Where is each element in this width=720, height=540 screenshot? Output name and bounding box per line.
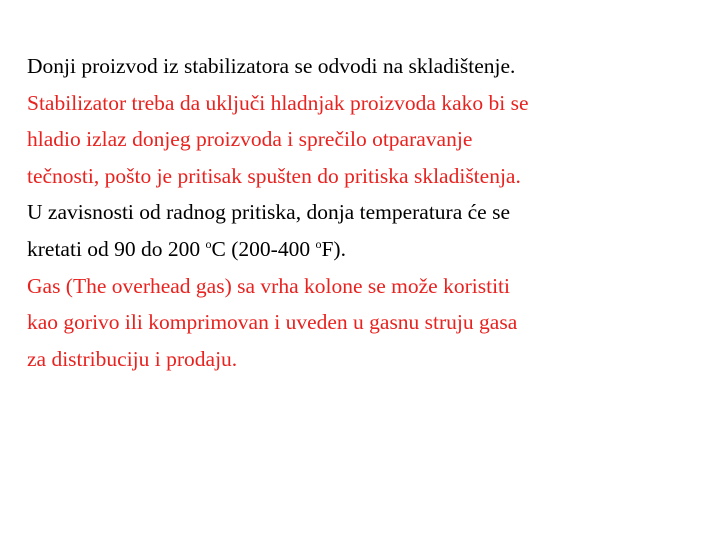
paragraph-product-storage: Donji proizvod iz stabilizatora se odvodi na skladištenje. [27,54,516,78]
paragraph-overhead-gas: Gas (The overhead gas) sa vrha kolone se može koristiti kao gorivo ili komprimovan i uveden u gasnu struju gasa za distribuciju i prodaju. [27,273,518,371]
temperature-text-3: F). [321,236,346,261]
degree-mark-celsius: o [205,236,212,251]
text-body [27,48,697,377]
paragraph-temperature-range [27,194,697,267]
degree-mark-fahrenheit: o [315,236,322,251]
temperature-text-2: C (200-400 [211,236,316,261]
paragraph-stabilizer-cooler: Stabilizator treba da uključi hladnjak proizvoda kako bi se hladio izlaz donjeg proizvoda i sprečilo otparavanje tečnosti, pošto je pritisak spušten do pritiska skladištenja. [27,90,529,188]
temperature-text-1: U zavisnosti od radnog pritiska, donja temperatura će se kretati od 90 do 200 [27,200,511,261]
